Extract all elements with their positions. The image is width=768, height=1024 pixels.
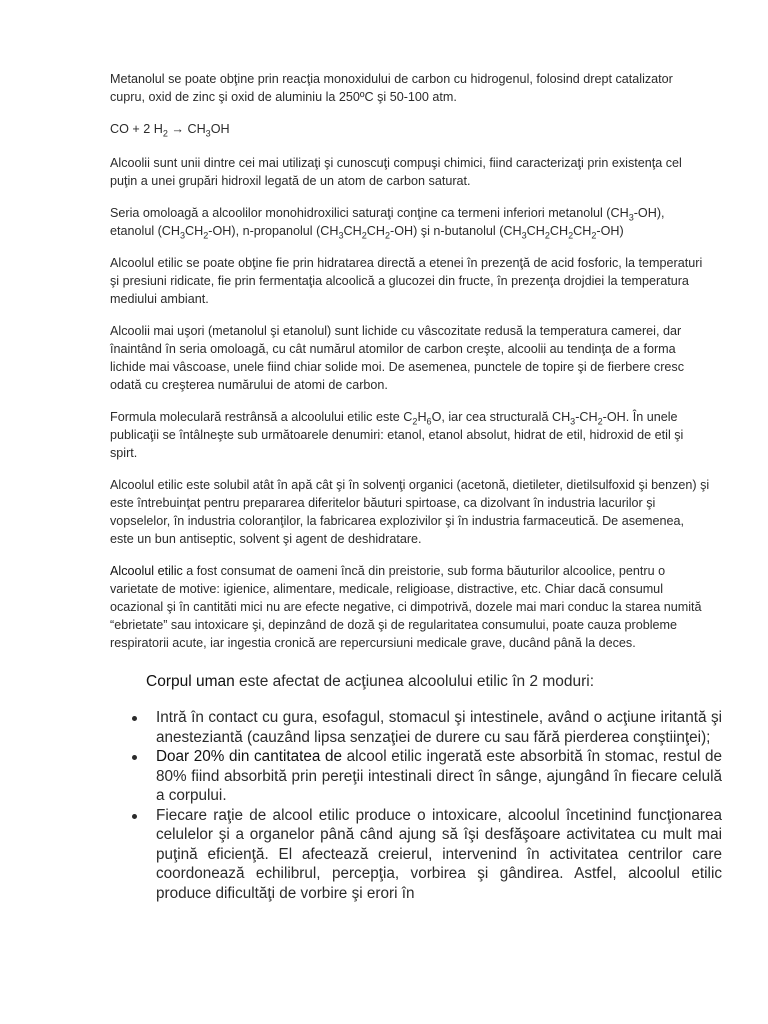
bullet-text: Intră în contact cu gura, esofagul, stomacul şi intestinele, având o acţiune iritantă şi anesteziantă (cauzând lipsa senzaţiei de durere cu sau fără pierderea conştiinţei);: [156, 709, 722, 746]
paragraph: Alcoolul etilic a fost consumat de oameni încă din preistorie, sub forma băuturilor alcoolice, pentru o varietate de motive: igienice, alimentare, medicale, religioase, distractive, etc. Chiar dacă consumul ocazional şi în cantităti mici nu are efecte negative, ci dimpotrivă, dozele mai mari conduc la starea numită “ebrietate” sau intoxicare şi, depinzând de doză şi de regularitatea consumului, poate cauza probleme respiratorii acute, iar ingestia cronică are repercursiuni medicale grave, ducând până la deces.: [110, 564, 702, 650]
paragraph: Alcoolii mai uşori (metanolul şi etanolul) sunt lichide cu vâscozitate redusă la temperatura camerei, dar înaintând în seria omoloagă, cu cât numărul atomilor de carbon creşte, alcoolii au tendinţa de a forma lichide mai vâscoase, unele fiind chiar solide moi. De asemenea, punctele de topire şi de fierbere cresc odată cu creşterea numărului de atomi de carbon.: [110, 324, 685, 392]
chemical-equation: CO + 2 $H_2 \to CH_3OH$: [110, 122, 230, 139]
bullet-item: [156, 806, 722, 904]
bullet-dot-icon: [132, 814, 137, 819]
section-heading-lead: Corpul uman: [146, 673, 235, 690]
bullet-text: Doar 20% din cantitatea de alcool etilic ingerată este absorbită în stomac, restul de 80% fiind absorbită prin pereţii intestinali direct în sânge, ajungând în fiecare celulă a corpului.: [156, 748, 722, 804]
bullet-dot-icon: [132, 716, 137, 721]
paragraph-list: [110, 70, 710, 652]
section-heading: [146, 672, 710, 692]
bullet-list: [110, 708, 722, 903]
bullet-dot-icon: [132, 755, 137, 760]
paragraph: Alcoolul etilic se poate obţine fie prin hidratarea directă a etenei în prezenţă de acid fosforic, la temperaturi şi presiuni ridicate, fie prin fermentaţia alcoolică a glucozei din fructe, în prezenţa drojdiei la temperatura mediului ambiant.: [110, 256, 703, 306]
bullet-item: [156, 708, 722, 747]
bullet-item: [156, 747, 722, 806]
paragraph: Formula moleculară restrânsă a alcoolului etilic este $C_2H_6O$, iar cea structurală $CH_3-CH_2-OH$. În unele publicaţii se întâlneşte sub următoarele denumiri: etanol, etanol absolut, hidrat de etil, hidroxid de etil şi spirt.: [110, 410, 684, 460]
bullet-text: Fiecare raţie de alcool etilic produce o intoxicare, alcoolul încetinind funcţionarea celulelor şi a organelor până când ajung să îşi desfăşoare activitatea cu mult mai puţină eficienţă. El afectează creierul, intervenind în activitatea centrilor care coordonează echilibrul, percepţia, vorbirea şi gândirea. Astfel, alcoolul etilic produce dificultăţi de vorbire şi erori în: [156, 806, 722, 902]
paragraph: Metanolul se poate obţine prin reacţia monoxidului de carbon cu hidrogenul, folosind drept catalizator cupru, oxid de zinc şi oxid de aluminiu la 250ºC şi 50-100 atm.: [110, 72, 673, 104]
paragraph: Alcoolul etilic este solubil atât în apă cât şi în solvenţi organici (acetonă, dietileter, dietilsulfoxid şi benzen) şi este întrebuinţat pentru prepararea diferitelor băuturi spirtoase, ca dizolvant în industria lacurilor şi vopselelor, în industria coloranţilor, la fabricarea explozivilor şi în industria farmaceutică. De asemenea, este un bun antiseptic, solvent şi agent de deshidratare.: [110, 478, 710, 546]
section-heading-rest: este afectat de acţiunea alcoolului etilic în 2 moduri:: [234, 673, 595, 690]
document-body: [110, 70, 722, 903]
paragraph: Alcoolii sunt unii dintre cei mai utilizaţi şi cunoscuţi compuşi chimici, fiind caracterizaţi prin existenţa cel puţin a unei grupări hidroxil legată de un atom de carbon saturat.: [110, 156, 682, 188]
paragraph: Seria omoloagă a alcoolilor monohidroxilici saturaţi conţine ca termeni inferiori metanolul $(CH_3-OH)$, etanolul $(CH_3CH_2-OH)$, n-propanolul $(CH_3CH_2CH_2-OH)$ şi n-butanolul $(CH_3CH_2CH_2CH_2-OH)$: [110, 206, 665, 241]
